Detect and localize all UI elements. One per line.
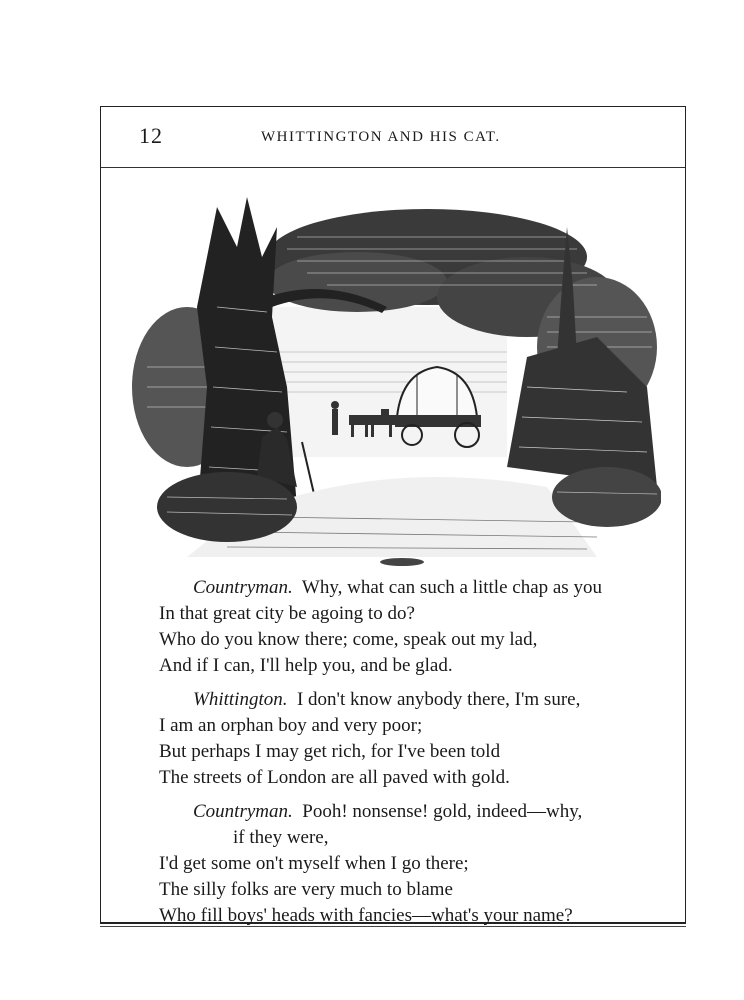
verse-line: The silly folks are very much to blame [159,879,453,900]
verse-line: Who do you know there; come, speak out my lad, [159,629,538,650]
line-text: I don't know anybody there, I'm sure, [296,689,581,710]
line-text: Why, what can such a little chap as you [301,577,602,598]
verse-line: I'd get some on't myself when I go there; [159,853,469,874]
verse-line: Who fill boys' heads with fancies—what's your name? [159,905,573,926]
stanza-whittington [159,687,669,791]
line-text: Pooh! nonsense! gold, indeed—why, [302,801,583,822]
page-frame [100,106,686,924]
speaker-label: Whittington. [193,689,288,710]
stanza-countryman-2 [159,799,669,929]
speaker-label: Countryman. [193,801,293,822]
verse-line-continuation: if they were, [233,827,329,848]
verse-text [159,575,669,937]
verse-line [159,575,669,601]
running-title: WHITTINGTON AND HIS CAT. [261,129,501,145]
header-rule [101,167,685,168]
verse-line: I am an orphan boy and very poor; [159,715,423,736]
verse-line [159,687,669,713]
page-number: 12 [139,123,163,148]
verse-line [159,799,669,825]
bottom-rule [100,926,686,927]
stanza-countryman-1 [159,575,669,679]
verse-line: And if I can, I'll help you, and be glad. [159,655,453,676]
verse-line: The streets of London are all paved with gold. [159,767,510,788]
engraving-illustration [127,187,661,567]
verse-line: But perhaps I may get rich, for I've been told [159,741,501,762]
verse-line: In that great city be agoing to do? [159,603,415,624]
speaker-label: Countryman. [193,577,293,598]
